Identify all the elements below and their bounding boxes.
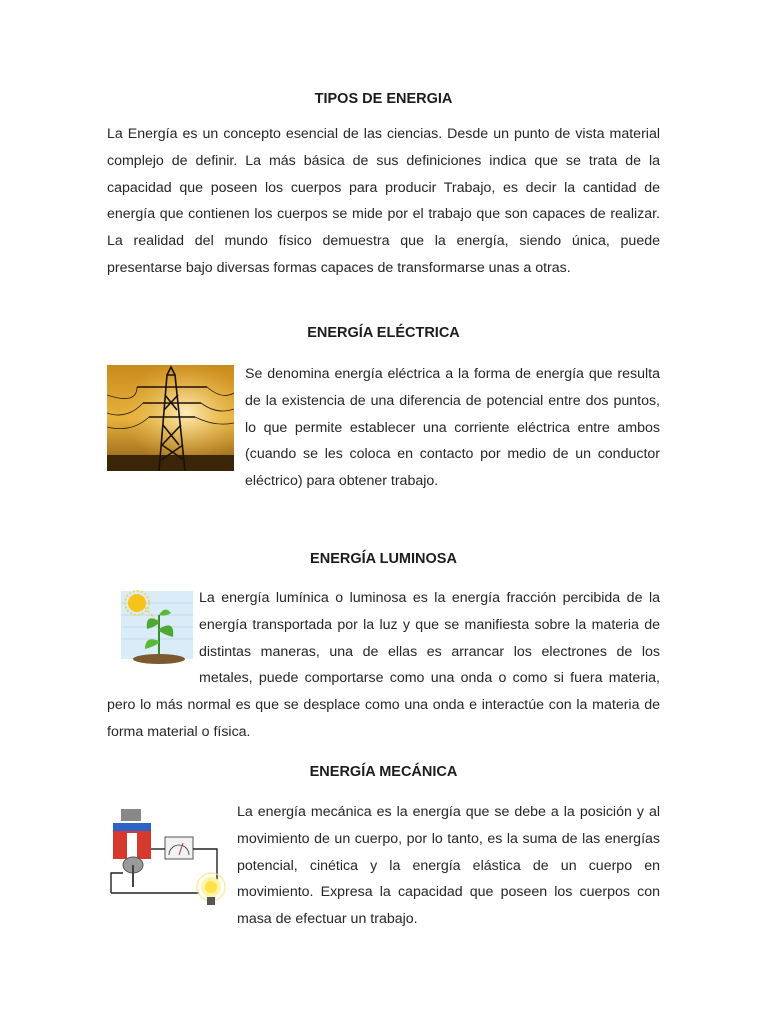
section-heading-mecanica: ENERGÍA MECÁNICA bbox=[309, 764, 458, 780]
section-text-luminosa: La energía lumínica o luminosa es la energía fracción percibida de la energía transportada por la luz y que se manifiesta sobre la materia de distintas maneras, una de ellas es arrancar los electrones de los metales, puede comportarse como una onda o como si fuera materia, pero lo más normal es que se desplace como una onda e interactúe con la materia de forma material o física. bbox=[107, 590, 660, 740]
sun-plant-illustration bbox=[115, 589, 197, 667]
section-mecanica bbox=[107, 799, 660, 933]
page-title: TIPOS DE ENERGIA bbox=[314, 91, 453, 107]
section-text-electrica: Se denomina energía eléctrica a la forma de energía que resulta de la existencia de una diferencia de potencial entre dos puntos, lo que permite establecer una corriente eléctrica entre ambos (cuando se les coloca en contacto por medio de un conductor eléctrico) para obtener trabajo. bbox=[245, 366, 660, 490]
section-luminosa bbox=[107, 585, 660, 746]
section-text-mecanica: La energía mecánica es la energía que se debe a la posición y al movimiento de un cuerpo, por lo tanto, es la suma de las energías potencial, cinética y la energía elástica de un cuerpo en movimiento. Expresa la capacidad que poseen los cuerpos con masa de efectuar un trabajo. bbox=[237, 804, 660, 928]
section-heading-electrica: ENERGÍA ELÉCTRICA bbox=[307, 325, 460, 341]
section-electrica bbox=[107, 361, 660, 495]
section-heading-luminosa: ENERGÍA LUMINOSA bbox=[310, 551, 457, 567]
intro-paragraph: La Energía es un concepto esencial de las ciencias. Desde un punto de vista material complejo de definir. La más básica de sus definiciones indica que se trata de la capacidad que poseen los cuerpos para producir Trabajo, es decir la cantidad de energía que contienen los cuerpos se mide por el trabajo que son capaces de realizar. La realidad del mundo físico demuestra que la energía, siendo única, puede presentarse bajo diversas formas capaces de transformarse unas a otras. bbox=[107, 126, 660, 276]
power-tower-photo bbox=[107, 365, 234, 471]
generator-circuit-diagram bbox=[107, 803, 228, 909]
